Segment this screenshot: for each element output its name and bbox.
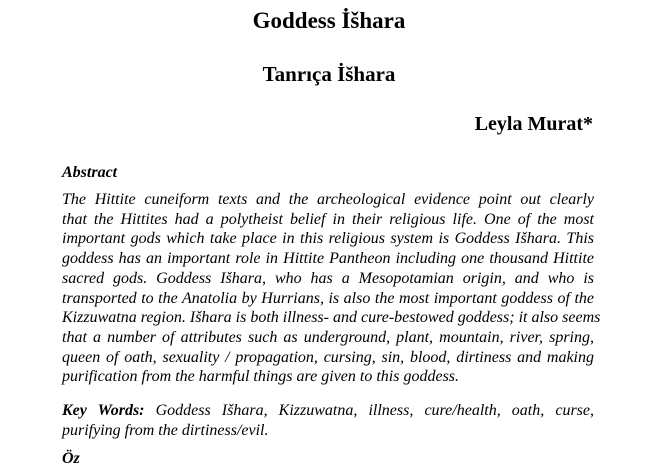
abstract-line: The Hittite cuneiform texts and the archeological evidence point out clearly	[62, 191, 594, 208]
keywords-line	[62, 401, 594, 421]
keywords-section	[62, 401, 594, 441]
abstract-line: important gods which take place in this religious system is Goddess Išhara. This	[62, 230, 594, 248]
abstract-line: purification from the harmful things are given to this goddess.	[62, 368, 460, 386]
abstract-line: goddess has an important role in Hittite Pantheon including one thousand Hittite	[62, 250, 594, 268]
abstract-line: transported to the Anatolia by Hurrians, is also the most important goddess of the	[62, 289, 594, 307]
abstract-line: Kizzuwatna region. Išhara is both illness- and cure-bestowed goddess; it also seems	[62, 309, 601, 327]
abstract-heading: Abstract	[62, 164, 118, 181]
keywords-text: Goddess Išhara, Kizzuwatna, illness, cure/health, oath, curse,	[155, 402, 594, 419]
abstract-line: that the Hittites had a polytheist belief in their religious life. One of the most	[62, 210, 594, 228]
abstract-line: queen of oath, sexuality / propagation, cursing, sin, blood, dirtiness and making	[62, 348, 594, 366]
paper-title: Goddess İšhara	[252, 8, 406, 33]
abstract-line: sacred gods. Goddess Išhara, who has a Mesopotamian origin, and who is	[62, 269, 594, 287]
author-name: Leyla Murat*	[474, 113, 593, 135]
oz-heading: Öz	[62, 450, 80, 467]
abstract-line: that a number of attributes such as underground, plant, mountain, river, spring,	[62, 328, 594, 346]
paper-subtitle: Tanrıça İšhara	[262, 62, 396, 86]
abstract-body	[62, 190, 601, 387]
keywords-line-2: purifying from the dirtiness/evil.	[62, 422, 269, 439]
keywords-label: Key Words:	[62, 402, 145, 419]
